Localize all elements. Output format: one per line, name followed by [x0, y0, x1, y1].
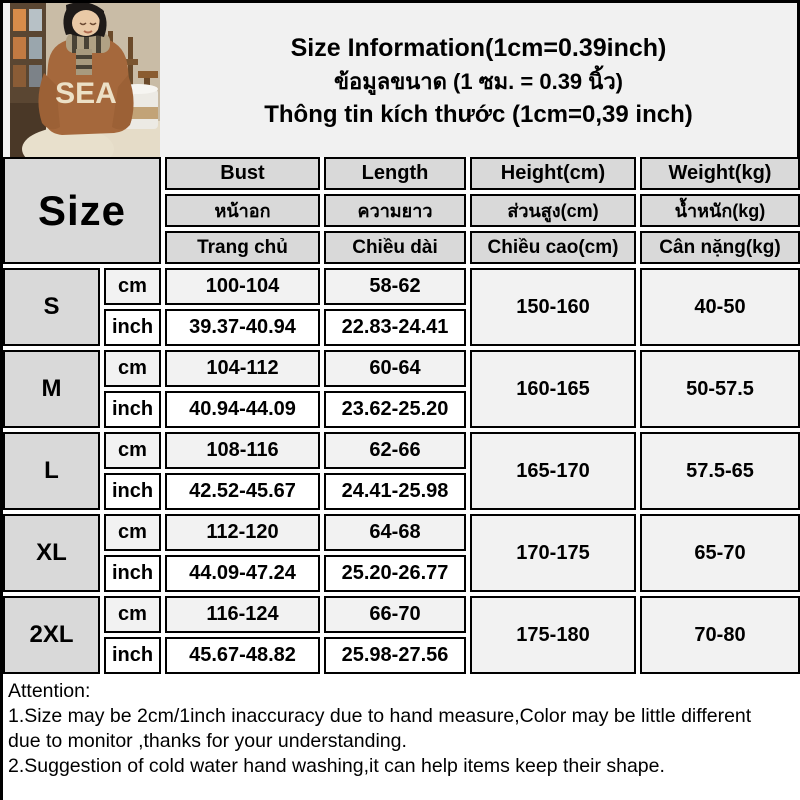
height-value: 150-160: [470, 268, 636, 346]
bust-inch-value: 40.94-44.09: [165, 391, 320, 428]
unit-cm-cell: cm: [104, 596, 161, 633]
col-header-vi: Chiều cao(cm): [470, 231, 636, 264]
weight-value: 65-70: [640, 514, 800, 592]
table-section: [3, 157, 800, 674]
sea-logo-text: SEA: [55, 77, 117, 110]
size-table: [3, 157, 800, 674]
bust-cm-value: 108-116: [165, 432, 320, 469]
length-cm-value: 64-68: [324, 514, 466, 551]
height-value: 170-175: [470, 514, 636, 592]
col-header-en: Weight(kg): [640, 157, 800, 190]
attention-notes: [3, 674, 800, 779]
size-header-cell: Size: [3, 157, 161, 264]
bust-cm-value: 116-124: [165, 596, 320, 633]
unit-inch-cell: inch: [104, 473, 161, 510]
size-cell: M: [3, 350, 100, 428]
product-photo: [10, 3, 160, 157]
col-header-vi: Chiều dài: [324, 231, 466, 264]
height-value: 175-180: [470, 596, 636, 674]
weight-value: 50-57.5: [640, 350, 800, 428]
size-cell: L: [3, 432, 100, 510]
length-cm-value: 62-66: [324, 432, 466, 469]
weight-value: 70-80: [640, 596, 800, 674]
col-header-en: Height(cm): [470, 157, 636, 190]
weight-value: 40-50: [640, 268, 800, 346]
col-header-vi: Cân nặng(kg): [640, 231, 800, 264]
unit-cm-cell: cm: [104, 432, 161, 469]
attention-line: due to monitor ,thanks for your understanding.: [8, 730, 407, 752]
title-vietnamese: Thông tin kích thước (1cm=0,39 inch): [264, 100, 693, 128]
col-header-th: น้ำหนัก(kg): [640, 194, 800, 227]
top-section: [3, 0, 800, 157]
unit-cm-cell: cm: [104, 350, 161, 387]
size-cell: XL: [3, 514, 100, 592]
attention-line: 2.Suggestion of cold water hand washing,it can help items keep their shape.: [8, 755, 665, 777]
unit-cm-cell: cm: [104, 514, 161, 551]
size-cell: 2XL: [3, 596, 100, 674]
length-inch-value: 25.98-27.56: [324, 637, 466, 674]
col-header-en: Length: [324, 157, 466, 190]
height-value: 160-165: [470, 350, 636, 428]
col-header-th: หน้าอก: [165, 194, 320, 227]
col-header-en: Bust: [165, 157, 320, 190]
unit-cm-cell: cm: [104, 268, 161, 305]
model-illustration: [10, 3, 160, 157]
unit-inch-cell: inch: [104, 637, 161, 674]
col-header-th: ส่วนสูง(cm): [470, 194, 636, 227]
title-block: [160, 3, 797, 157]
length-inch-value: 24.41-25.98: [324, 473, 466, 510]
title-thai: ข้อมูลขนาด (1 ซม. = 0.39 นิ้ว): [333, 68, 623, 94]
col-header-th: ความยาว: [324, 194, 466, 227]
col-header-vi: Trang chủ: [165, 231, 320, 264]
bust-inch-value: 45.67-48.82: [165, 637, 320, 674]
bust-inch-value: 39.37-40.94: [165, 309, 320, 346]
length-cm-value: 58-62: [324, 268, 466, 305]
bust-inch-value: 42.52-45.67: [165, 473, 320, 510]
unit-inch-cell: inch: [104, 309, 161, 346]
bust-cm-value: 104-112: [165, 350, 320, 387]
weight-value: 57.5-65: [640, 432, 800, 510]
length-cm-value: 60-64: [324, 350, 466, 387]
unit-inch-cell: inch: [104, 391, 161, 428]
unit-inch-cell: inch: [104, 555, 161, 592]
bust-inch-value: 44.09-47.24: [165, 555, 320, 592]
length-inch-value: 22.83-24.41: [324, 309, 466, 346]
attention-line: 1.Size may be 2cm/1inch inaccuracy due to hand measure,Color may be little different: [8, 705, 752, 727]
attention-line: Attention:: [8, 680, 91, 702]
title-english: Size Information(1cm=0.39inch): [290, 33, 667, 62]
length-inch-value: 23.62-25.20: [324, 391, 466, 428]
height-value: 165-170: [470, 432, 636, 510]
bust-cm-value: 100-104: [165, 268, 320, 305]
bust-cm-value: 112-120: [165, 514, 320, 551]
size-cell: S: [3, 268, 100, 346]
length-cm-value: 66-70: [324, 596, 466, 633]
length-inch-value: 25.20-26.77: [324, 555, 466, 592]
